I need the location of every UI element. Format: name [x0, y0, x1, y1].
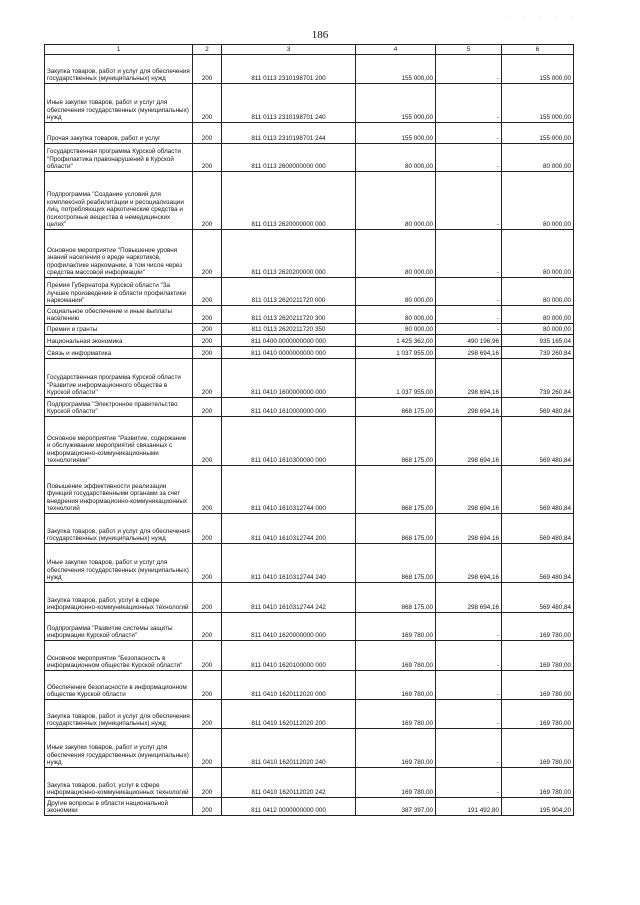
row-col-2: 200	[193, 335, 222, 347]
row-col-2: 200	[193, 700, 222, 729]
row-code: 811 0113 2620211720 350	[222, 324, 356, 335]
table-row	[45, 798, 574, 816]
row-code: 811 0113 2620211720 000	[222, 278, 356, 306]
row-col-6: 739 260,84	[502, 347, 574, 359]
row-col-4: 868 175,00	[356, 544, 436, 583]
row-code: 811 0113 2600000000 000	[222, 144, 356, 172]
row-name: Другие вопросы в области национальной экономики	[45, 798, 193, 816]
row-name: Прочая закупка товаров, работ и услуг	[45, 123, 193, 144]
row-col-2: 200	[193, 55, 222, 84]
table-row	[45, 398, 574, 417]
row-col-5: -	[436, 230, 502, 278]
row-code: 811 0410 1610000000 000	[222, 398, 356, 417]
row-col-6: 155 000,00	[502, 84, 574, 123]
table-row	[45, 144, 574, 172]
row-col-2: 200	[193, 398, 222, 417]
row-col-5: -	[436, 306, 502, 324]
header-col-6: 6	[502, 45, 574, 55]
table-row	[45, 347, 574, 359]
row-name: Иные закупки товаров, работ и услуг для обеспечения государственных (муниципальных) нужд	[45, 544, 193, 583]
row-name: Государственная программа Курской области "Развитие информационного общества в Курской области"	[45, 359, 193, 398]
row-col-5: 298 694,16	[436, 398, 502, 417]
header-col-5: 5	[436, 45, 502, 55]
row-col-5: 298 694,16	[436, 514, 502, 544]
row-col-5: -	[436, 144, 502, 172]
table-header-row	[45, 45, 574, 55]
row-code: 811 0113 2310198701 240	[222, 84, 356, 123]
row-name: Повышение эффективности реализации функций государственными органами за счет внедрения информационно-коммуникационных технологий	[45, 466, 193, 514]
row-col-4: 155 000,00	[356, 55, 436, 84]
row-col-2: 200	[193, 729, 222, 768]
row-name: Подпрограмма "Развитие системы защиты информации Курской области"	[45, 613, 193, 641]
row-code: 811 0113 2310198701 244	[222, 123, 356, 144]
row-col-5: -	[436, 641, 502, 671]
table-row	[45, 172, 574, 230]
row-col-6: 569 480,84	[502, 514, 574, 544]
table-row	[45, 514, 574, 544]
row-col-2: 200	[193, 544, 222, 583]
row-col-2: 200	[193, 306, 222, 324]
row-col-4: 155 000,00	[356, 84, 436, 123]
row-col-4: 80 000,00	[356, 172, 436, 230]
row-col-2: 200	[193, 123, 222, 144]
header-col-2: 2	[193, 45, 222, 55]
row-col-6: 739 260,84	[502, 359, 574, 398]
row-col-2: 200	[193, 417, 222, 466]
row-col-2: 200	[193, 466, 222, 514]
table-row	[45, 544, 574, 583]
row-code: 811 0400 0000000000 000	[222, 335, 356, 347]
table-body	[45, 55, 574, 816]
row-name: Государственная программа Курской области "Профилактика правонарушений в Курской области"	[45, 144, 193, 172]
row-col-2: 200	[193, 641, 222, 671]
row-col-6: 169 780,00	[502, 641, 574, 671]
row-col-2: 200	[193, 359, 222, 398]
row-col-6: 169 780,00	[502, 768, 574, 798]
row-col-6: 80 000,00	[502, 144, 574, 172]
row-code: 811 0410 1610312744 000	[222, 466, 356, 514]
row-col-6: 169 780,00	[502, 729, 574, 768]
row-col-5: 298 694,16	[436, 359, 502, 398]
row-col-2: 200	[193, 324, 222, 335]
row-code: 811 0410 1610300000 000	[222, 417, 356, 466]
row-name: Закупка товаров, работ, услуг в сфере информационно-коммуникационных технологий	[45, 768, 193, 798]
row-col-4: 387 397,00	[356, 798, 436, 816]
row-col-6: 169 780,00	[502, 613, 574, 641]
row-code: 811 0410 0000000000 000	[222, 347, 356, 359]
row-code: 811 0410 1620112020 240	[222, 729, 356, 768]
table-row	[45, 729, 574, 768]
page-number: 186	[311, 29, 329, 41]
row-col-4: 169 780,00	[356, 768, 436, 798]
table-row	[45, 768, 574, 798]
row-col-4: 80 000,00	[356, 324, 436, 335]
row-col-5: 298 694,16	[436, 583, 502, 613]
row-col-2: 200	[193, 84, 222, 123]
row-col-2: 200	[193, 347, 222, 359]
row-name: Премия Губернатора Курской области "За лучшее произведение в области профилактики наркомании"	[45, 278, 193, 306]
row-col-2: 200	[193, 613, 222, 641]
table-row	[45, 359, 574, 398]
row-col-6: 569 480,84	[502, 398, 574, 417]
row-col-4: 169 780,00	[356, 613, 436, 641]
table-row	[45, 466, 574, 514]
row-col-4: 868 175,00	[356, 514, 436, 544]
row-col-4: 868 175,00	[356, 417, 436, 466]
row-col-6: 569 480,84	[502, 417, 574, 466]
row-name: Подпрограмма "Создание условий для комплексной реабилитации и ресоциализации лиц, потребляющих наркотические средства и психотропные вещества в немедицинских целях"	[45, 172, 193, 230]
row-col-5: 191 492,80	[436, 798, 502, 816]
row-name: Основное мероприятие "Безопасность в информационном обществе Курской области"	[45, 641, 193, 671]
row-col-2: 200	[193, 144, 222, 172]
row-col-4: 868 175,00	[356, 398, 436, 417]
row-col-5: 298 694,16	[436, 347, 502, 359]
row-col-5: -	[436, 123, 502, 144]
row-col-6: 155 000,00	[502, 55, 574, 84]
row-col-5: 298 694,16	[436, 466, 502, 514]
row-col-6: 569 480,84	[502, 466, 574, 514]
row-col-4: 80 000,00	[356, 230, 436, 278]
table-row	[45, 55, 574, 84]
table-row	[45, 324, 574, 335]
row-col-4: 868 175,00	[356, 583, 436, 613]
row-name: Закупка товаров, работ и услуг для обеспечения государственных (муниципальных) нужд	[45, 700, 193, 729]
row-col-6: 169 780,00	[502, 671, 574, 700]
row-code: 811 0410 1620112020 000	[222, 671, 356, 700]
row-col-5: -	[436, 768, 502, 798]
row-col-4: 868 175,00	[356, 466, 436, 514]
row-name: Закупка товаров, работ и услуг для обеспечения государственных (муниципальных) нужд	[45, 55, 193, 84]
row-code: 811 0410 1620112020 200	[222, 700, 356, 729]
row-col-4: 169 780,00	[356, 671, 436, 700]
row-col-5: 298 694,16	[436, 417, 502, 466]
row-col-4: 1 037 955,00	[356, 359, 436, 398]
row-col-2: 200	[193, 278, 222, 306]
row-col-6: 80 000,00	[502, 306, 574, 324]
row-code: 811 0113 2620211720 300	[222, 306, 356, 324]
table-row	[45, 84, 574, 123]
table-row	[45, 583, 574, 613]
header-col-1: 1	[45, 45, 193, 55]
row-col-5: -	[436, 613, 502, 641]
row-code: 811 0410 1610312744 200	[222, 514, 356, 544]
row-col-6: 80 000,00	[502, 278, 574, 306]
row-col-2: 200	[193, 798, 222, 816]
row-name: Основное мероприятие "Развитие, содержание и обслуживание мероприятий связанных с информационно-коммуникационными технологиями"	[45, 417, 193, 466]
row-name: Закупка товаров, работ, услуг в сфере информационно-коммуникационных технологий	[45, 583, 193, 613]
table-row	[45, 417, 574, 466]
table-row	[45, 306, 574, 324]
row-col-4: 1 037 955,00	[356, 347, 436, 359]
row-code: 811 0113 2620000000 000	[222, 172, 356, 230]
row-col-4: 169 780,00	[356, 641, 436, 671]
row-col-4: 169 780,00	[356, 729, 436, 768]
row-col-4: 80 000,00	[356, 278, 436, 306]
row-name: Обеспечение безопасности в информационном обществе Курской области	[45, 671, 193, 700]
row-col-2: 200	[193, 583, 222, 613]
row-name: Премии и гранты	[45, 324, 193, 335]
row-col-6: 80 000,00	[502, 324, 574, 335]
row-code: 811 0410 1600000000 000	[222, 359, 356, 398]
row-name: Связь и информатика	[45, 347, 193, 359]
table-row	[45, 278, 574, 306]
row-code: 811 0113 2310198701 200	[222, 55, 356, 84]
row-col-6: 569 480,84	[502, 544, 574, 583]
row-code: 811 0113 2620200000 000	[222, 230, 356, 278]
row-col-5: -	[436, 55, 502, 84]
row-col-4: 1 425 362,00	[356, 335, 436, 347]
row-name: Иные закупки товаров, работ и услуг для обеспечения государственных (муниципальных) нужд	[45, 729, 193, 768]
row-col-5: 490 196,96	[436, 335, 502, 347]
budget-table	[44, 44, 574, 816]
row-col-4: 169 780,00	[356, 700, 436, 729]
table-row	[45, 123, 574, 144]
row-code: 811 0410 1620000000 000	[222, 613, 356, 641]
row-col-2: 200	[193, 230, 222, 278]
row-name: Социальное обеспечение и иные выплаты населению	[45, 306, 193, 324]
row-col-6: 935 165,04	[502, 335, 574, 347]
header-col-4: 4	[356, 45, 436, 55]
row-name: Национальная экономика	[45, 335, 193, 347]
row-col-6: 155 000,00	[502, 123, 574, 144]
row-col-2: 200	[193, 514, 222, 544]
row-code: 811 0410 1610312744 242	[222, 583, 356, 613]
row-col-6: 569 480,84	[502, 583, 574, 613]
row-name: Основное мероприятие "Повышение уровня знаний населения о вреде наркотиков, профилактике наркомании, в том числе через средства массовой информации"	[45, 230, 193, 278]
table-row	[45, 613, 574, 641]
row-col-5: -	[436, 172, 502, 230]
row-col-5: 298 694,16	[436, 544, 502, 583]
table-row	[45, 230, 574, 278]
row-col-5: -	[436, 324, 502, 335]
row-col-2: 200	[193, 768, 222, 798]
row-col-5: -	[436, 278, 502, 306]
row-code: 811 0412 0000000000 000	[222, 798, 356, 816]
table-row	[45, 641, 574, 671]
row-col-6: 80 000,00	[502, 172, 574, 230]
row-name: Подпрограмма "Электронное правительство Курской области"	[45, 398, 193, 417]
row-code: 811 0410 1610312744 240	[222, 544, 356, 583]
row-col-2: 200	[193, 671, 222, 700]
row-code: 811 0410 1620100000 000	[222, 641, 356, 671]
row-name: Иные закупки товаров, работ и услуг для обеспечения государственных (муниципальных) нужд	[45, 84, 193, 123]
row-col-5: -	[436, 729, 502, 768]
row-col-5: -	[436, 671, 502, 700]
table-row	[45, 700, 574, 729]
row-col-6: 80 000,00	[502, 230, 574, 278]
header-col-3: 3	[222, 45, 356, 55]
row-col-5: -	[436, 84, 502, 123]
table-row	[45, 671, 574, 700]
row-col-6: 169 780,00	[502, 700, 574, 729]
row-col-4: 155 000,00	[356, 123, 436, 144]
row-col-2: 200	[193, 172, 222, 230]
table-row	[45, 335, 574, 347]
row-col-5: -	[436, 700, 502, 729]
row-name: Закупка товаров, работ и услуг для обеспечения государственных (муниципальных) нужд	[45, 514, 193, 544]
row-col-4: 80 000,00	[356, 144, 436, 172]
row-code: 811 0410 1620112020 242	[222, 768, 356, 798]
scan-marks: · · · · ·	[508, 14, 579, 20]
row-col-6: 195 904,20	[502, 798, 574, 816]
row-col-4: 80 000,00	[356, 306, 436, 324]
